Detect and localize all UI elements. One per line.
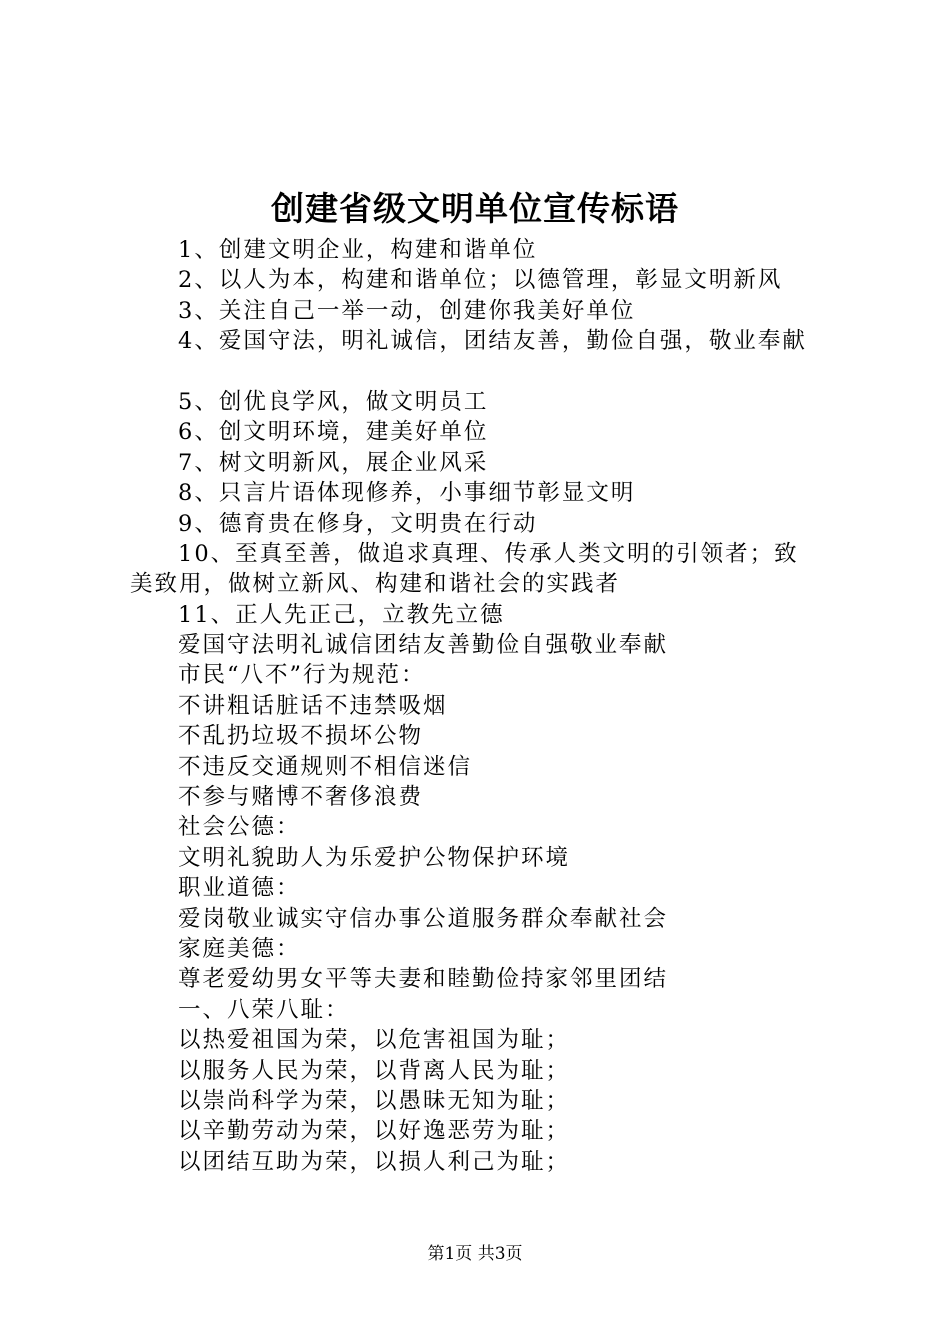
- slogan-line-4: 4、爱国守法，明礼诚信，团结友善，勤俭自强，敬业奉献: [178, 328, 807, 355]
- page-number-footer: 第1页 共3页: [427, 1244, 523, 1264]
- honor-line-5: 以团结互助为荣，以损人利己为耻；: [178, 1148, 571, 1175]
- professional-ethics-text: 爱岗敬业诚实守信办事公道服务群众奉献社会: [178, 905, 669, 932]
- slogan-line-9: 9、德育贵在修身，文明贵在行动: [178, 510, 538, 537]
- slogan-line-11: 11、正人先正己，立教先立德: [178, 601, 505, 628]
- honor-line-4: 以辛勤劳动为荣，以好逸恶劳为耻；: [178, 1118, 571, 1145]
- civic-virtues-line: 爱国守法明礼诚信团结友善勤俭自强敬业奉献: [178, 632, 669, 659]
- paragraph-gap: [130, 357, 832, 387]
- slogan-line-8: 8、只言片语体现修养，小事细节彰显文明: [178, 480, 636, 507]
- slogan-line-2: 2、以人为本，构建和谐单位；以德管理，彰显文明新风: [178, 267, 783, 294]
- slogan-line-10-part-1: 10、至真至善，做追求真理、传承人类文明的引领者；致: [178, 540, 799, 567]
- section-heading-professional-ethics: 职业道德：: [178, 875, 301, 902]
- slogan-line-7: 7、树文明新风，展企业风采: [178, 449, 489, 476]
- family-virtues-text: 尊老爱幼男女平等夫妻和睦勤俭持家邻里团结: [178, 966, 669, 993]
- section-heading-family-virtues: 家庭美德：: [178, 935, 301, 962]
- honor-line-1: 以热爱祖国为荣，以危害祖国为耻；: [178, 1027, 571, 1054]
- document-body: [130, 235, 832, 1177]
- norm-line-2: 不乱扔垃圾不损坏公物: [178, 723, 424, 750]
- slogan-line-6: 6、创文明环境，建美好单位: [178, 419, 489, 446]
- slogan-line-3: 3、关注自己一举一动，创建你我美好单位: [178, 297, 636, 324]
- slogan-line-5: 5、创优良学风，做文明员工: [178, 388, 489, 415]
- norm-line-3: 不违反交通规则不相信迷信: [178, 753, 473, 780]
- section-heading-eight-honors: 一、八荣八耻：: [178, 996, 350, 1023]
- slogan-line-1: 1、创建文明企业，构建和谐单位: [178, 237, 538, 263]
- norm-line-1: 不讲粗话脏话不违禁吸烟: [178, 692, 448, 719]
- section-heading-citizen-norms: 市民“八不”行为规范：: [178, 662, 426, 689]
- honor-line-3: 以崇尚科学为荣，以愚昧无知为耻；: [178, 1087, 571, 1114]
- honor-line-2: 以服务人民为荣，以背离人民为耻；: [178, 1057, 571, 1084]
- social-ethics-text: 文明礼貌助人为乐爱护公物保护环境: [178, 844, 571, 871]
- slogan-line-10-part-2: 美致用，做树立新风、构建和谐社会的实践者: [130, 571, 621, 598]
- section-heading-social-ethics: 社会公德：: [178, 814, 301, 841]
- document-title: 创建省级文明单位宣传标语: [271, 189, 679, 228]
- norm-line-4: 不参与赌博不奢侈浪费: [178, 784, 424, 811]
